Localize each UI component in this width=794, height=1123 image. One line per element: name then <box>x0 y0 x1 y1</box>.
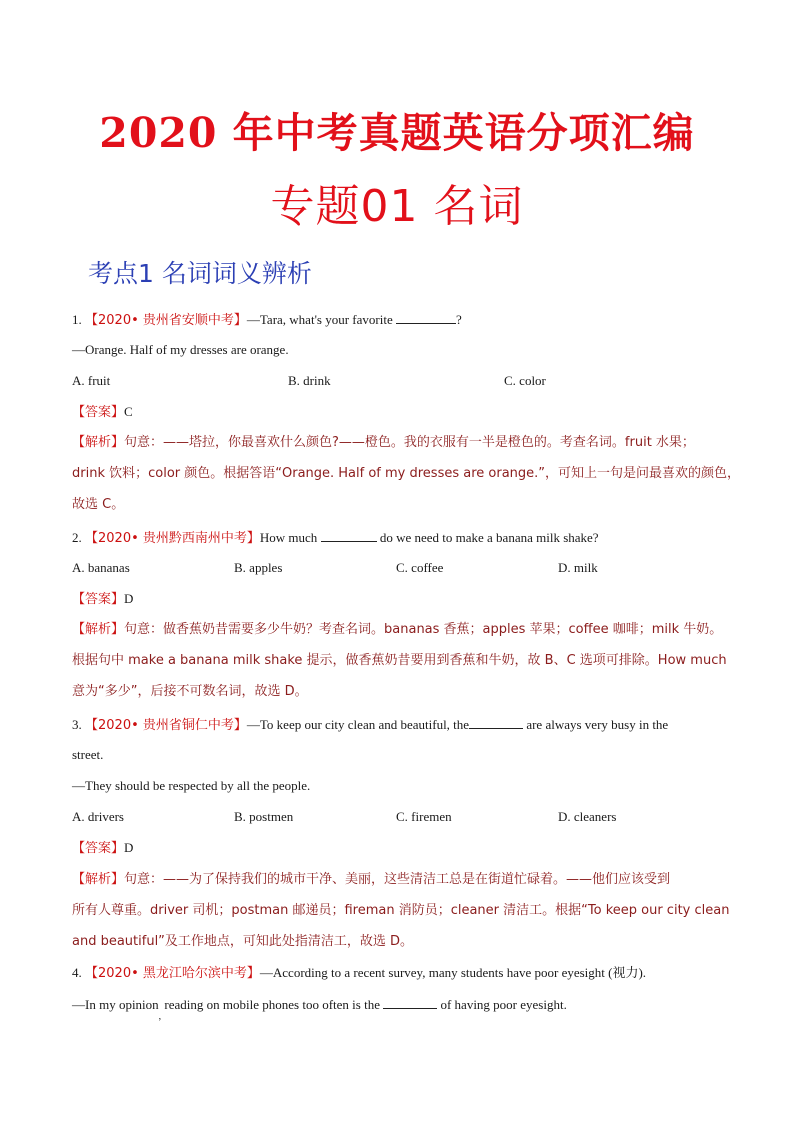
question-3-reply: —They should be respected by all the people. <box>72 778 311 793</box>
answer-blank <box>321 529 377 542</box>
answer-line: 【答案】D <box>72 591 134 607</box>
question-1-stem: 1. 【2020• 贵州省安顺中考】—Tara, what's your favorite ? <box>72 312 462 328</box>
answer-value: C <box>124 404 133 419</box>
option-d: D. cleaners <box>558 809 617 824</box>
option-c: C. color <box>504 373 546 388</box>
answer-blank <box>396 311 456 324</box>
option-b: B. postmen <box>234 809 294 824</box>
answer-blank <box>383 996 437 1009</box>
option-d: D. milk <box>558 560 598 575</box>
answer-value: D <box>124 591 134 606</box>
analysis-line: 根据句中 make a banana milk shake 提示，做香蕉奶昔要用到香蕉和牛奶，故 B、C 选项可排除。How much <box>72 653 727 668</box>
section-heading: 考点1 名词词义辨析 <box>88 259 312 288</box>
option-c: C. firemen <box>396 809 452 824</box>
option-b: B. apples <box>234 560 283 575</box>
question-3-continuation: street. <box>72 747 104 762</box>
question-1-reply: —Orange. Half of my dresses are orange. <box>72 342 289 357</box>
question-3-stem: 3. 【2020• 贵州省铜仁中考】—To keep our city clean and beautiful, the are always very busy in the <box>72 717 669 733</box>
answer-blank <box>469 716 523 729</box>
option-c: C. coffee <box>396 560 444 575</box>
question-4-reply: —In my opinion$_,$ reading on mobile phones too often is the of having poor eyesight. <box>72 997 567 1022</box>
topic-title: 专题01 名词 <box>270 181 524 232</box>
answer-line: 【答案】C <box>72 404 133 420</box>
analysis-line: 【解析】句意：——塔拉，你最喜欢什么颜色?——橙色。我的衣服有一半是橙色的。考查名词。fruit 水果； <box>72 435 695 450</box>
option-a: A. bananas <box>72 560 130 575</box>
analysis-line: 【解析】句意：——为了保持我们的城市干净、美丽，这些清洁工总是在街道忙碌着。——他们应该受到 <box>72 872 671 887</box>
option-b: B. drink <box>288 373 331 388</box>
analysis-line: and beautiful”及工作地点，可知此处指清洁工，故选 D。 <box>72 934 414 949</box>
answer-line: 【答案】D <box>72 840 134 856</box>
question-4-stem: 4. 【2020• 黑龙江哈尔滨中考】—According to a recent survey, many students have poor eyesight (视力). <box>72 965 647 981</box>
main-title: 2020 年中考真题英语分项汇编 <box>99 109 695 157</box>
analysis-line: drink 饮料；color 颜色。根据答语“Orange. Half of my dresses are orange.”，可知上一句是问最喜欢的颜色， <box>72 466 741 481</box>
question-source: 【2020• 贵州黔西南州中考】 <box>85 531 260 546</box>
answer-value: D <box>124 840 134 855</box>
option-a: A. fruit <box>72 373 111 388</box>
option-a: A. drivers <box>72 809 124 824</box>
analysis-line: 所有人尊重。driver 司机；postman 邮递员；fireman 消防员；cleaner 清洁工。根据“To keep our city clean <box>72 903 730 918</box>
question-source: 【2020• 黑龙江哈尔滨中考】 <box>85 966 260 981</box>
question-source: 【2020• 贵州省安顺中考】 <box>85 313 247 328</box>
analysis-line: 【解析】句意：做香蕉奶昔需要多少牛奶？考查名词。bananas 香蕉；apples 苹果；coffee 咖啡；milk 牛奶。 <box>72 622 723 637</box>
analysis-line: 意为“多少”，后接不可数名词，故选 D。 <box>72 684 308 699</box>
question-source: 【2020• 贵州省铜仁中考】 <box>85 718 247 733</box>
question-2-stem: 2. 【2020• 贵州黔西南州中考】How much do we need to make a banana milk shake? <box>72 530 599 546</box>
analysis-line: 故选 C。 <box>72 497 125 512</box>
